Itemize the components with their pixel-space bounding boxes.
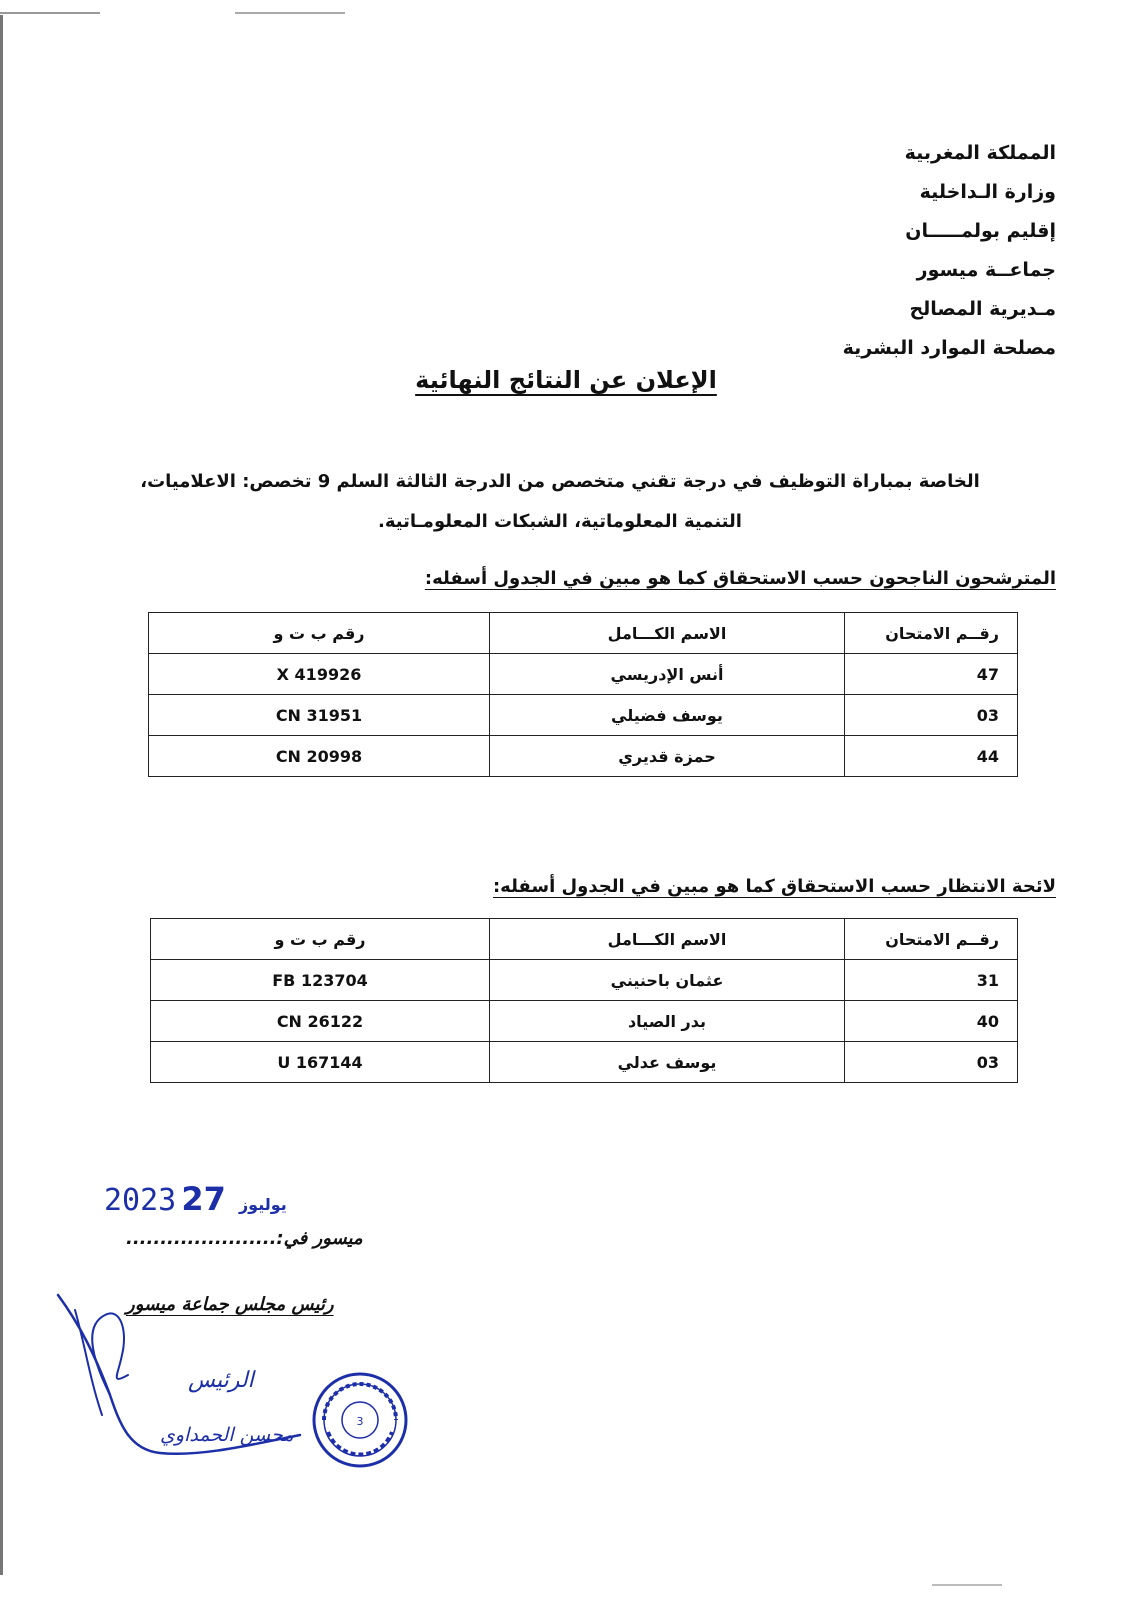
- date-stamp-month: يوليوز: [238, 1195, 287, 1214]
- waiting-list-table: [150, 918, 1018, 1083]
- header-full-name: الاسم الكـــامل: [490, 919, 845, 960]
- letterhead-line-service: مصلحة الموارد البشرية: [842, 337, 1056, 359]
- place-and-date-line: ميسور في:......................: [126, 1228, 363, 1249]
- letterhead-line-ministry: وزارة الـداخلية: [919, 181, 1056, 203]
- header-full-name: الاسم الكـــامل: [490, 613, 845, 654]
- table-header-row: [151, 919, 1018, 960]
- scan-edge-top-2: [235, 12, 345, 14]
- exam-number-cell: 47: [845, 654, 1018, 695]
- exam-number-cell: 40: [845, 1001, 1018, 1042]
- full-name-cell: يوسف فضيلي: [490, 695, 845, 736]
- date-stamp-day: 27: [181, 1180, 226, 1218]
- full-name-cell: حمزة قديري: [490, 736, 845, 777]
- table-row: [151, 1001, 1018, 1042]
- cin-cell: FB 123704: [151, 960, 490, 1001]
- letterhead-line-commune: جماعــة ميسور: [916, 259, 1056, 281]
- table-row: [151, 1042, 1018, 1083]
- header-cin: رقم ب ت و: [151, 919, 490, 960]
- full-name-cell: بدر الصياد: [490, 1001, 845, 1042]
- successful-candidates-table: [148, 612, 1018, 777]
- full-name-cell: عثمان باحنيني: [490, 960, 845, 1001]
- table-row: [149, 695, 1018, 736]
- full-name-cell: يوسف عدلي: [490, 1042, 845, 1083]
- signature-title: الرئيس: [188, 1368, 254, 1393]
- scan-edge-left: [0, 15, 3, 1575]
- header-exam-number: رقــم الامتحان: [845, 919, 1018, 960]
- svg-text:3: 3: [356, 1415, 364, 1428]
- date-stamp: [104, 1180, 295, 1218]
- exam-number-cell: 03: [845, 695, 1018, 736]
- handwritten-signature: [50, 1285, 310, 1475]
- intro-line-2: التنمية المعلوماتية، الشبكات المعلومـاتية.: [378, 511, 742, 532]
- header-exam-number: رقــم الامتحان: [845, 613, 1018, 654]
- successful-heading: المترشحون الناجحون حسب الاستحقاق كما هو مبين في الجدول أسفله:: [424, 568, 1056, 589]
- official-seal-icon: [310, 1370, 410, 1470]
- table-row: [149, 654, 1018, 695]
- date-stamp-year: 2023: [104, 1183, 177, 1218]
- cin-cell: CN 31951: [149, 695, 490, 736]
- waiting-list-heading: لائحة الانتظار حسب الاستحقاق كما هو مبين في الجدول أسفله:: [492, 876, 1056, 897]
- intro-line-1: الخاصة بمباراة التوظيف في درجة تقني متخصص من الدرجة الثالثة السلم 9 تخصص: الاعلاميات،: [140, 471, 980, 492]
- signature-name: محسن الحمداوي: [160, 1424, 294, 1446]
- cin-cell: X 419926: [149, 654, 490, 695]
- cin-cell: U 167144: [151, 1042, 490, 1083]
- letterhead-line-kingdom: المملكة المغربية: [904, 142, 1056, 164]
- exam-number-cell: 31: [845, 960, 1018, 1001]
- table-header-row: [149, 613, 1018, 654]
- header-cin: رقم ب ت و: [149, 613, 490, 654]
- scan-edge-top: [0, 12, 100, 14]
- cin-cell: CN 26122: [151, 1001, 490, 1042]
- intro-paragraph: [120, 462, 1000, 542]
- full-name-cell: أنس الإدريسي: [490, 654, 845, 695]
- exam-number-cell: 03: [845, 1042, 1018, 1083]
- document-title: الإعلان عن النتائج النهائية: [415, 366, 717, 394]
- exam-number-cell: 44: [845, 736, 1018, 777]
- letterhead-line-province: إقليم بولمـــــان: [905, 220, 1056, 242]
- president-title-line: رئيس مجلس جماعة ميسور: [126, 1294, 334, 1315]
- scan-edge-bottom: [932, 1584, 1002, 1586]
- letterhead: [843, 134, 1056, 368]
- table-row: [151, 960, 1018, 1001]
- cin-cell: CN 20998: [149, 736, 490, 777]
- letterhead-line-directorate: مـديرية المصالح: [909, 298, 1056, 320]
- table-row: [149, 736, 1018, 777]
